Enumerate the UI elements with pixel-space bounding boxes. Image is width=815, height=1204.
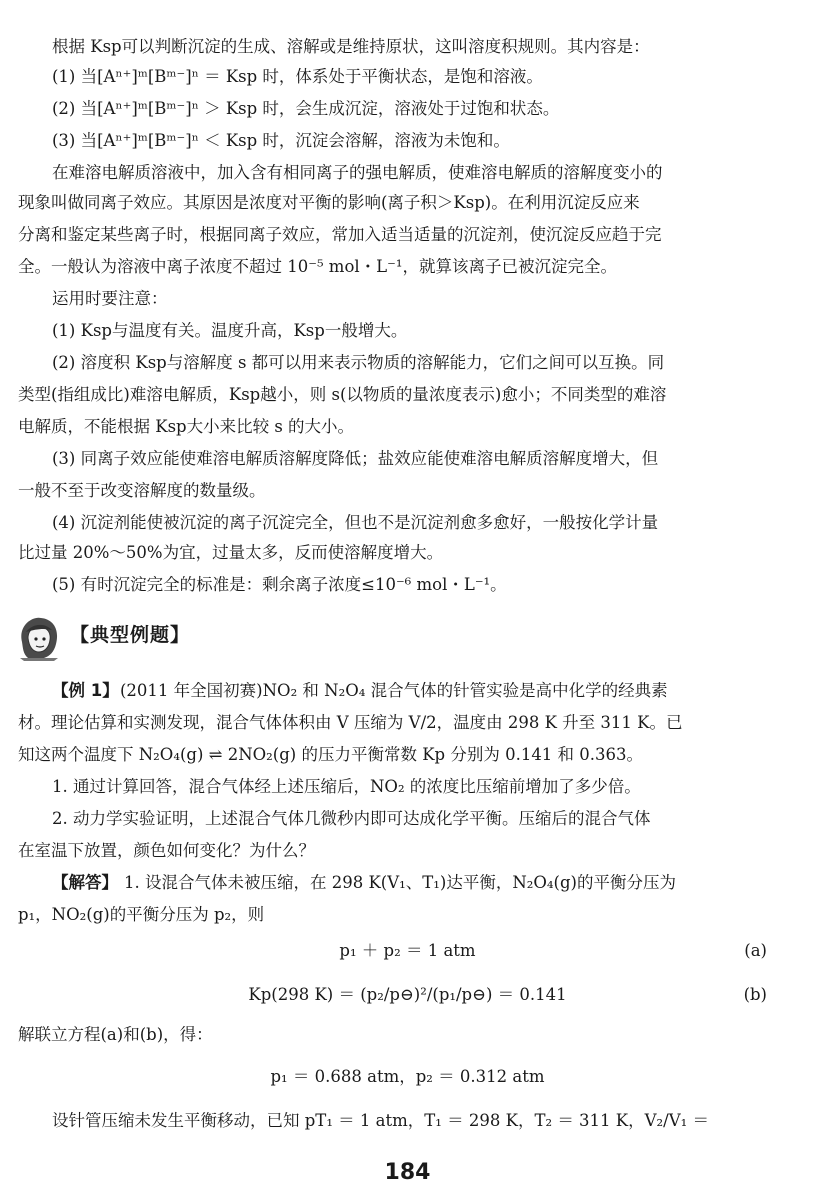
text-line: (3) 当[Aⁿ⁺]ᵐ[Bᵐ⁻]ⁿ ＜ Ksp 时，沉淀会溶解，溶液为未饱和。	[52, 131, 510, 150]
text-line: 现象叫做同离子效应。其原因是浓度对平衡的影响(离子积＞Ksp)。在利用沉淀反应来	[18, 193, 640, 212]
text-line: (3) 同离子效应能使难溶电解质溶解度降低；盐效应能使难溶电解质溶解度增大，但	[52, 449, 659, 468]
answer-line: 设针管压缩未发生平衡移动，已知 pT₁ ＝ 1 atm，T₁ ＝ 298 K，T₂ ＝ 311 K，V₂/V₁ ＝	[52, 1111, 709, 1130]
example-label: 【例 1】	[52, 681, 119, 700]
text-line: 电解质，不能根据 Ksp大小来比较 s 的大小。	[18, 417, 355, 436]
cartoon-girl-icon	[14, 612, 64, 662]
answer-line: 解联立方程(a)和(b)，得：	[18, 1025, 213, 1044]
text-line: 在难溶电解质溶液中，加入含有相同离子的强电解质，使难溶电解质的溶解度变小的	[52, 163, 663, 182]
text-line: 运用时要注意：	[52, 289, 168, 308]
example-line: 在室温下放置，颜色如何变化？为什么？	[18, 841, 315, 860]
equation-tag: (a)	[744, 941, 767, 960]
equation-a: p₁ ＋ p₂ ＝ 1 atm (a)	[0, 936, 815, 966]
example-line: 1. 通过计算回答，混合气体经上述压缩后，NO₂ 的浓度比压缩前增加了多少倍。	[52, 777, 641, 796]
text-line: (5) 有时沉淀完全的标准是：剩余离子浓度≤10⁻⁶ mol・L⁻¹。	[52, 575, 507, 594]
answer-line: 【解答】 1. 设混合气体未被压缩，在 298 K(V₁、T₁)达平衡，N₂O₄(g)的平衡分压为	[0, 868, 815, 898]
section-heading	[14, 612, 274, 662]
text-line: (2) 溶度积 Ksp与溶解度 s 都可以用来表示物质的溶解能力，它们之间可以互换。同	[52, 353, 665, 372]
example-line: 材。理论估算和实测发现，混合气体体积由 V 压缩为 V/2，温度由 298 K 升至 311 K。已	[18, 713, 683, 732]
text-line: 全。一般认为溶液中离子浓度不超过 10⁻⁵ mol・L⁻¹，就算该离子已被沉淀完全。	[18, 257, 617, 276]
page-number: 184	[384, 1160, 431, 1185]
example-line: 知这两个温度下 N₂O₄(g) ⇌ 2NO₂(g) 的压力平衡常数 Kp 分别为 0.141 和 0.363。	[18, 745, 644, 764]
text-line: (1) Ksp与温度有关。温度升高，Ksp一般增大。	[52, 321, 408, 340]
answer-line: p₁，NO₂(g)的平衡分压为 p₂，则	[18, 905, 265, 924]
equation-tag: (b)	[743, 985, 767, 1004]
equation-c: p₁ ＝ 0.688 atm，p₂ ＝ 0.312 atm	[270, 1067, 545, 1086]
text-line: 分离和鉴定某些离子时，根据同离子效应，常加入适当适量的沉淀剂，使沉淀反应趋于完	[18, 225, 662, 244]
text-line: (2) 当[Aⁿ⁺]ᵐ[Bᵐ⁻]ⁿ ＞ Ksp 时，会生成沉淀，溶液处于过饱和状态。	[52, 99, 560, 118]
text-line: (1) 当[Aⁿ⁺]ᵐ[Bᵐ⁻]ⁿ ＝ Ksp 时，体系处于平衡状态，是饱和溶液。	[52, 67, 543, 86]
example-line: 2. 动力学实验证明，上述混合气体几微秒内即可达成化学平衡。压缩后的混合气体	[52, 809, 651, 828]
answer-label: 【解答】	[52, 873, 118, 892]
text-line: 比过量 20%～50%为宜，过量太多，反而使溶解度增大。	[18, 543, 444, 562]
example-line: 【例 1】 (2011 年全国初赛)NO₂ 和 N₂O₄ 混合气体的针管实验是高中化学的经典素	[0, 676, 815, 706]
text-line: 根据 Ksp可以判断沉淀的生成、溶解或是维持原状，这叫溶度积规则。其内容是：	[52, 37, 650, 56]
section-title: 【典型例题】	[70, 624, 191, 646]
text-line: (4) 沉淀剂能使被沉淀的离子沉淀完全，但也不是沉淀剂愈多愈好，一般按化学计量	[52, 513, 659, 532]
text-line: 类型(指组成比)难溶电解质，Ksp越小，则 s(以物质的量浓度表示)愈小；不同类型的难溶	[18, 385, 667, 404]
equation-b: Kp(298 K) ＝ (p₂/p⊖)²/(p₁/p⊖) ＝ 0.141 (b)	[0, 980, 815, 1010]
text-line: 一般不至于改变溶解度的数量级。	[18, 481, 266, 500]
